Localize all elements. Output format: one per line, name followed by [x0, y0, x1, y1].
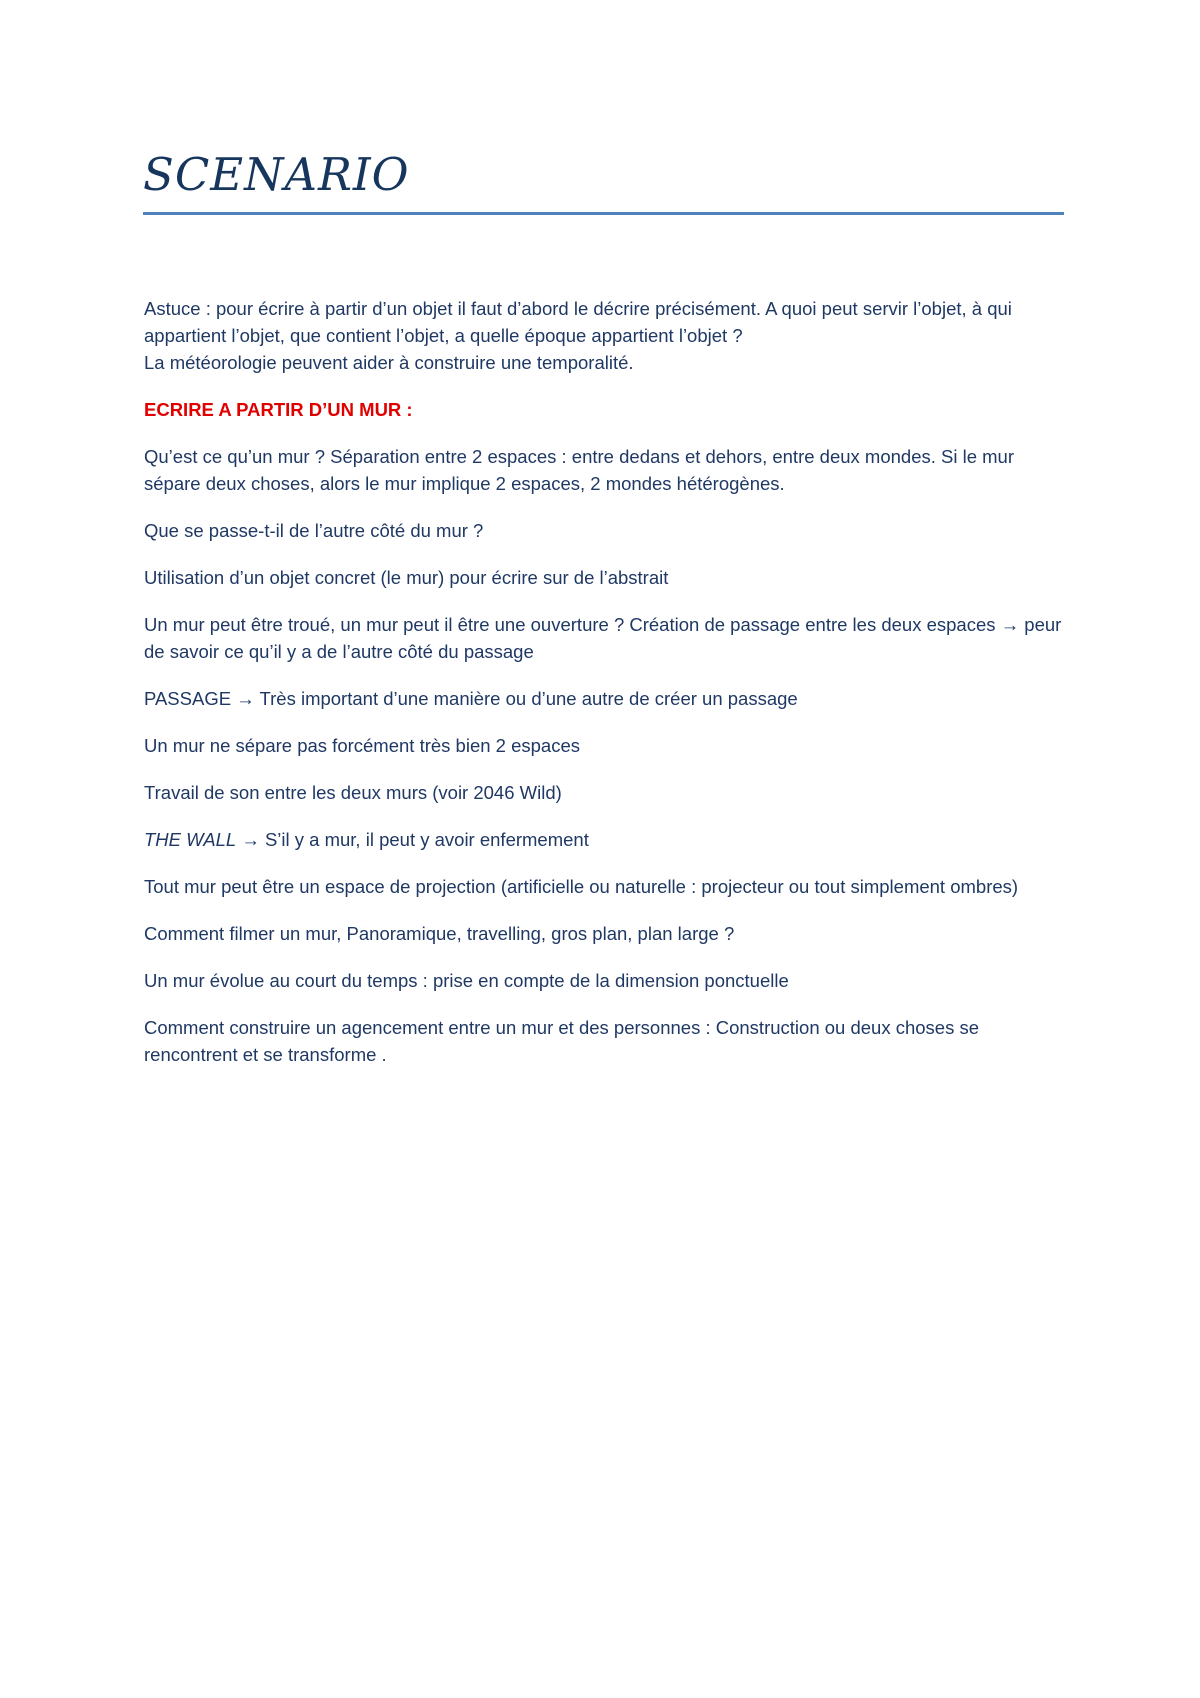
paragraph-the-wall [144, 826, 1069, 853]
paragraph-concrete-object: Utilisation d’un objet concret (le mur) pour écrire sur de l’abstrait [144, 567, 669, 588]
tip-line-2: La météorologie peuvent aider à construire une temporalité. [144, 352, 634, 373]
paragraph-opening [144, 611, 1069, 665]
paragraph-other-side: Que se passe-t-il de l’autre côté du mur ? [144, 520, 484, 541]
paragraph-opening-text-a: Un mur peut être troué, un mur peut il être une ouverture ? Création de passage entre les deux espaces [144, 614, 1001, 635]
title-underline-rule [143, 212, 1064, 215]
paragraph-the-wall-text: S’il y a mur, il peut y avoir enfermement [259, 829, 589, 850]
paragraph-time: Un mur évolue au court du temps : prise en compte de la dimension ponctuelle [144, 970, 789, 991]
document-title: SCENARIO [143, 148, 410, 201]
paragraph-arrangement: Comment construire un agencement entre un mur et des personnes : Construction ou deux choses se rencontrent et se transforme . [144, 1017, 980, 1065]
document-body [144, 295, 1069, 1088]
paragraph-what-is-wall: Qu’est ce qu’un mur ? Séparation entre 2 espaces : entre dedans et dehors, entre deux mondes. Si le mur sépare deux choses, alors le mur implique 2 espaces, 2 mondes hétérogènes. [144, 446, 1015, 494]
right-arrow-icon: → [1000, 614, 1020, 635]
right-arrow-icon: → [236, 688, 255, 709]
paragraph-passage-text-b: Très important d’une manière ou d’une autre de créer un passage [254, 688, 798, 709]
right-arrow-icon: → [236, 829, 260, 850]
paragraph-separation: Un mur ne sépare pas forcément très bien 2 espaces [144, 735, 581, 756]
paragraph-sound-work: Travail de son entre les deux murs (voir 2046 Wild) [144, 782, 562, 803]
paragraph-projection: Tout mur peut être un espace de projection (artificielle ou naturelle : projecteur ou tout simplement ombres) [144, 876, 1019, 897]
tip-paragraph [144, 295, 1069, 376]
the-wall-reference: THE WALL [144, 829, 237, 850]
paragraph-passage-text-a: PASSAGE [144, 688, 237, 709]
tip-line-1: Astuce : pour écrire à partir d’un objet il faut d’abord le décrire précisément. A quoi peut servir l’objet, à qui appartient l’objet, que contient l’objet, a quelle époque appartient l’objet ? [144, 298, 1012, 346]
paragraph-passage [144, 685, 1069, 712]
section-heading: ECRIRE A PARTIR D’UN MUR : [144, 399, 413, 420]
paragraph-opening-text-b: peur de savoir ce qu’il y a de l’autre côté du passage [144, 614, 1062, 662]
paragraph-filming: Comment filmer un mur, Panoramique, travelling, gros plan, plan large ? [144, 923, 735, 944]
